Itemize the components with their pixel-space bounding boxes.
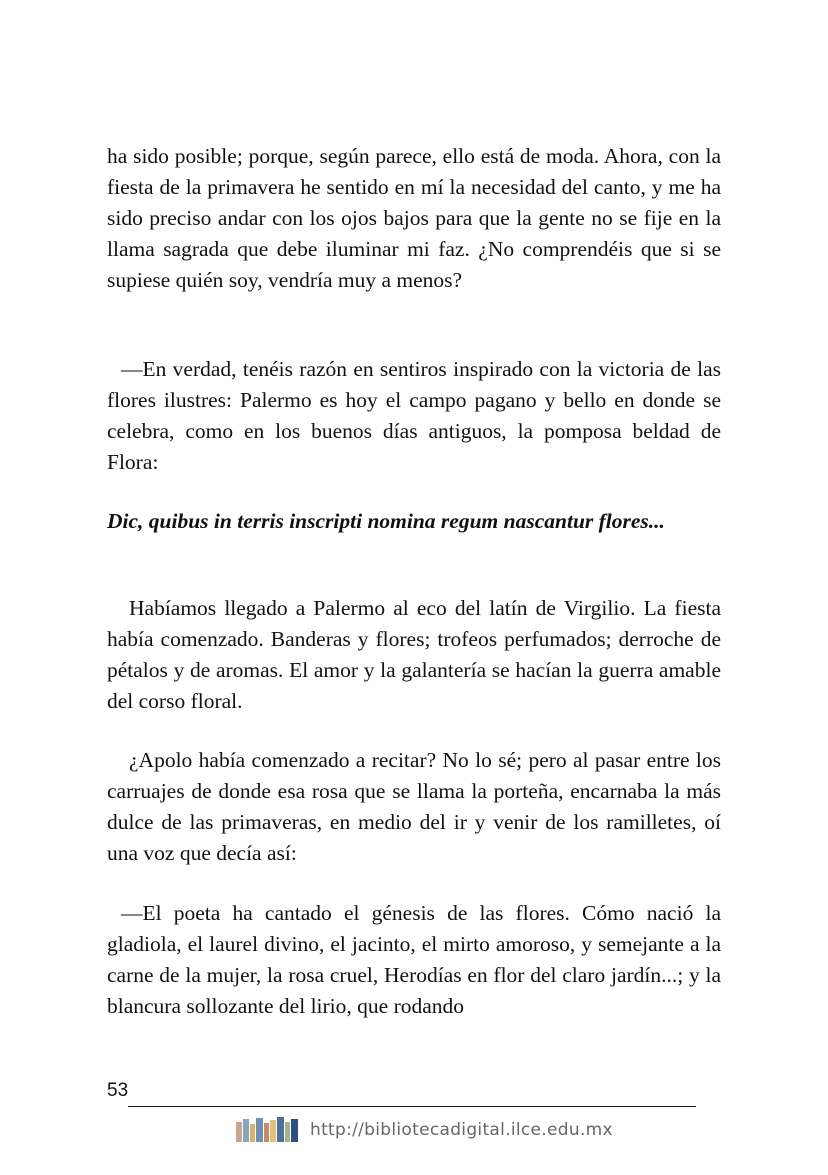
paragraph-narrative-2: ¿Apolo había comenzado a recitar? No lo sé; pero al pasar entre los carruajes de donde esa rosa que se llama la porteña, encarnaba la más dulce de las primaveras, en medio del ir y venir de los ramilletes, oí una voz que decía así: — [107, 748, 721, 865]
footer-url-link[interactable]: http://bibliotecadigital.ilce.edu.mx — [310, 1120, 613, 1140]
paragraph-continuation: ha sido posible; porque, según parece, ello está de moda. Ahora, con la fiesta de la primavera he sentido en mí la necesidad del canto, y me ha sido preciso andar con los ojos bajos para que la gente no se fije en la llama sagrada que debe iluminar mi faz. ¿No comprendéis que si se supiese quién soy, vendría muy a menos? — [107, 144, 721, 292]
books-logo-icon — [236, 1116, 300, 1142]
paragraph-dialogue-1: —En verdad, tenéis razón en sentiros inspirado con la victoria de las flores ilustres: Palermo es hoy el campo pagano y bello en donde se celebra, como en los buenos días antiguos, la pomposa beldad de Flora: — [107, 357, 721, 474]
latin-verse-quote: Dic, quibus in terris inscripti nomina regum nascantur flores... — [107, 509, 665, 533]
paragraph-dialogue-2: —El poeta ha cantado el génesis de las flores. Cómo nació la gladiola, el laurel divino, el jacinto, el mirto amoroso, y semejante a la carne de la mujer, la rosa cruel, Herodías en flor del claro jardín...; y la blancura sollozante del lirio, que rodando — [107, 901, 721, 1018]
footer-divider — [128, 1106, 696, 1107]
page-number: 53 — [107, 1080, 129, 1101]
paragraph-narrative-1: Habíamos llegado a Palermo al eco del latín de Virgilio. La fiesta había comenzado. Banderas y flores; trofeos perfumados; derroche de pétalos y de aromas. El amor y la galantería se hacían la guerra amable del corso floral. — [107, 596, 721, 713]
